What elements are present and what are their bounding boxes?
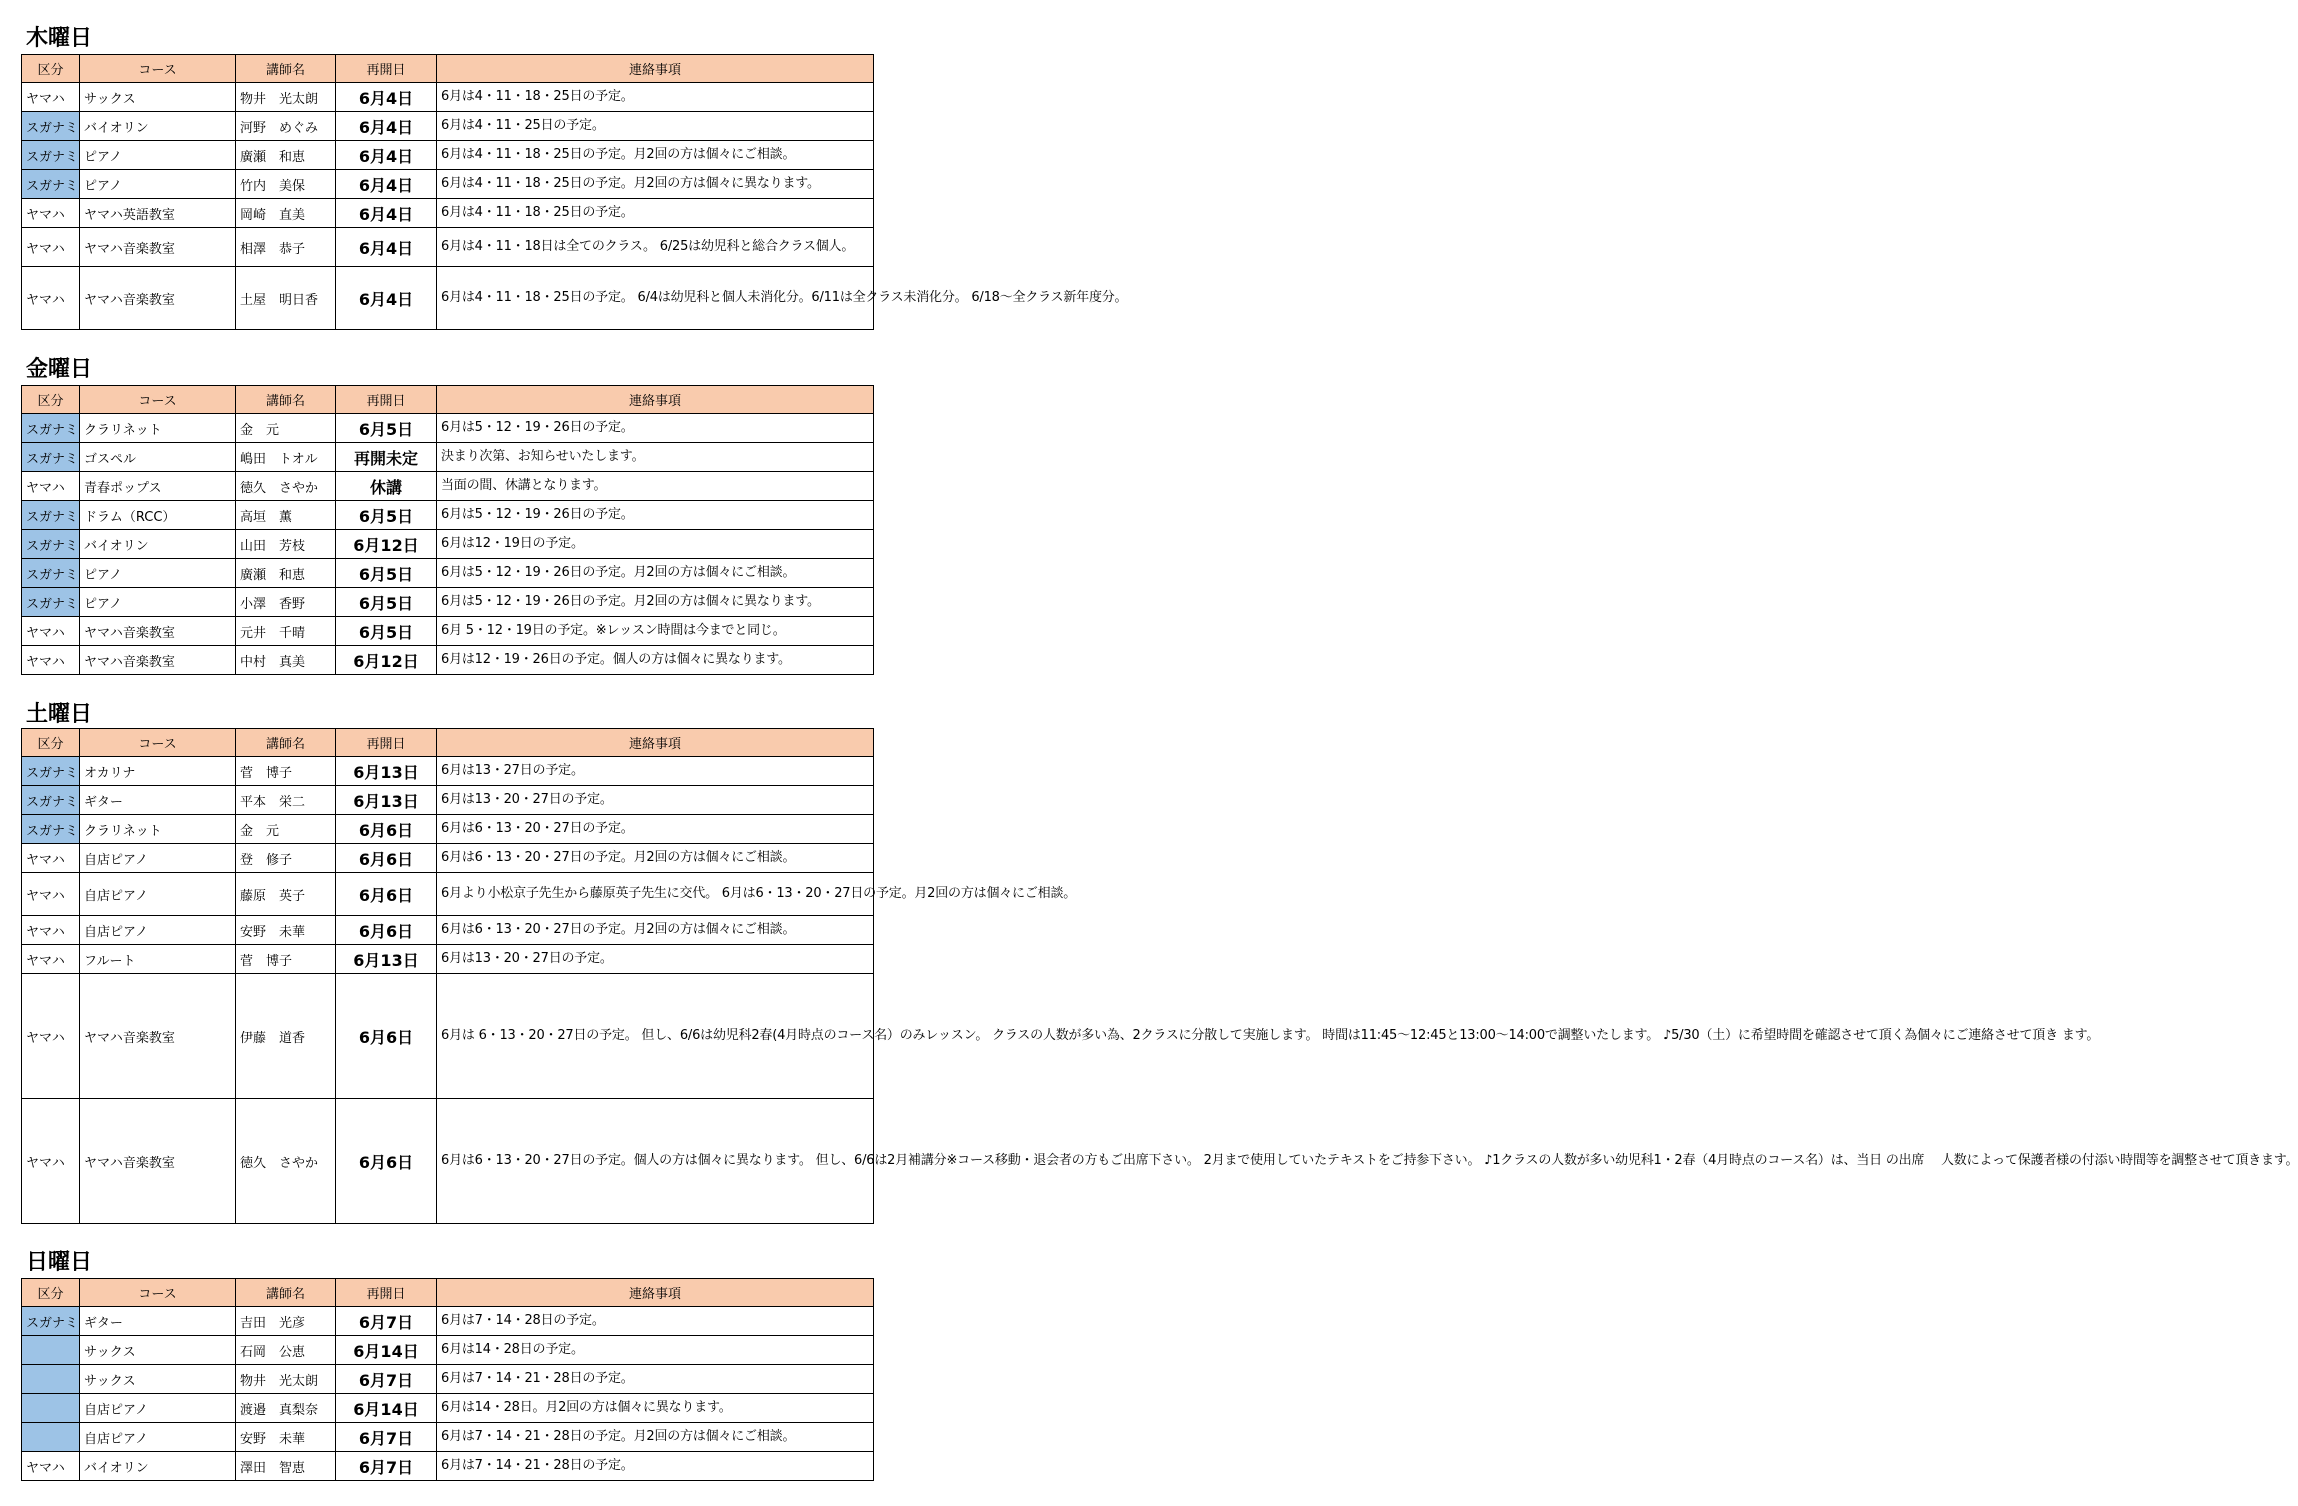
cell-teacher: 平本 栄二 (236, 786, 336, 815)
table-row (22, 199, 874, 228)
cell-teacher: 渡邉 真梨奈 (236, 1394, 336, 1423)
cell-course: ピアノ (80, 141, 236, 170)
cell-course: オカリナ (80, 757, 236, 786)
cell-notes: 6月は7・14・21・28日の予定。 (437, 1452, 874, 1481)
cell-teacher: 伊藤 道香 (236, 974, 336, 1099)
cell-date: 6月5日 (336, 559, 437, 588)
cell-course: サックス (80, 1336, 236, 1365)
cell-notes: 6月は13・27日の予定。 (437, 757, 874, 786)
cell-date: 6月6日 (336, 844, 437, 873)
schedule-table-saturday (21, 728, 2298, 1224)
cell-course: ヤマハ音楽教室 (80, 1099, 236, 1224)
cell-notes: 6月は6・13・20・27日の予定。月2回の方は個々にご相談。 (437, 844, 874, 873)
cell-date: 6月5日 (336, 617, 437, 646)
cell-date: 6月14日 (336, 1394, 437, 1423)
cell-kubun: スガナミ (22, 786, 80, 815)
cell-notes: 6月は13・20・27日の予定。 (437, 786, 874, 815)
table-row (22, 1099, 874, 1224)
table-row (22, 757, 874, 786)
cell-kubun: ヤマハ (22, 1452, 80, 1481)
cell-kubun: ヤマハ (22, 974, 80, 1099)
cell-date: 6月7日 (336, 1452, 437, 1481)
column-header-course: コース (80, 729, 236, 757)
cell-teacher: 安野 未華 (236, 916, 336, 945)
cell-teacher: 菅 博子 (236, 757, 336, 786)
cell-date: 6月13日 (336, 786, 437, 815)
cell-date: 6月4日 (336, 199, 437, 228)
cell-date: 6月6日 (336, 815, 437, 844)
cell-course: ピアノ (80, 588, 236, 617)
cell-course: ギター (80, 786, 236, 815)
cell-course: バイオリン (80, 530, 236, 559)
cell-date: 6月5日 (336, 501, 437, 530)
cell-course: 自店ピアノ (80, 916, 236, 945)
cell-notes: 決まり次第、お知らせいたします。 (437, 443, 874, 472)
cell-notes: 6月は6・13・20・27日の予定。月2回の方は個々にご相談。 (437, 916, 874, 945)
cell-notes: 6月は14・28日の予定。 (437, 1336, 874, 1365)
cell-course: ヤマハ英語教室 (80, 199, 236, 228)
cell-kubun (22, 1365, 80, 1394)
cell-kubun: ヤマハ (22, 1099, 80, 1224)
cell-teacher: 岡崎 直美 (236, 199, 336, 228)
column-header-date: 再開日 (336, 55, 437, 83)
cell-course: フルート (80, 945, 236, 974)
cell-notes: 6月は5・12・19・26日の予定。月2回の方は個々に異なります。 (437, 588, 874, 617)
header-row (22, 729, 874, 757)
cell-date: 6月12日 (336, 646, 437, 675)
table-row (22, 873, 874, 916)
cell-date: 6月4日 (336, 267, 437, 330)
cell-notes: 6月は4・11・18・25日の予定。 (437, 199, 874, 228)
cell-teacher: 河野 めぐみ (236, 112, 336, 141)
cell-kubun: ヤマハ (22, 472, 80, 501)
schedule-table-friday (21, 385, 874, 675)
table-row (22, 844, 874, 873)
cell-notes: 6月は6・13・20・27日の予定。個人の方は個々に異なります。 但し、6/6は2月補講分※コース移動・退会者の方もご出席下さい。 2月まで使用していたテキストをご持参下さい。 ♪1クラスの人数が多い幼児科1・2春（4月時点のコース名）は、当日 の出席 人数によって保護者様の付添い時間等を調整させて頂きます。 (437, 1099, 874, 1224)
cell-kubun: ヤマハ (22, 916, 80, 945)
cell-date: 休講 (336, 472, 437, 501)
table-row (22, 646, 874, 675)
cell-teacher: 高垣 薫 (236, 501, 336, 530)
table-row (22, 945, 874, 974)
cell-notes: 6月は6・13・20・27日の予定。 (437, 815, 874, 844)
table-row (22, 228, 874, 267)
cell-notes: 6月は5・12・19・26日の予定。月2回の方は個々にご相談。 (437, 559, 874, 588)
cell-date: 6月4日 (336, 228, 437, 267)
column-header-teacher: 講師名 (236, 55, 336, 83)
cell-date: 6月14日 (336, 1336, 437, 1365)
cell-teacher: 嶋田 トオル (236, 443, 336, 472)
cell-course: クラリネット (80, 414, 236, 443)
table-row (22, 1365, 874, 1394)
column-header-date: 再開日 (336, 386, 437, 414)
table-row (22, 530, 874, 559)
cell-kubun: スガナミ (22, 141, 80, 170)
cell-course: ゴスペル (80, 443, 236, 472)
cell-kubun (22, 1394, 80, 1423)
cell-date: 6月13日 (336, 945, 437, 974)
cell-kubun (22, 1423, 80, 1452)
cell-course: ヤマハ音楽教室 (80, 617, 236, 646)
cell-course: 自店ピアノ (80, 1423, 236, 1452)
cell-date: 6月4日 (336, 170, 437, 199)
cell-teacher: 山田 芳枝 (236, 530, 336, 559)
cell-kubun: スガナミ (22, 414, 80, 443)
table-row (22, 170, 874, 199)
cell-kubun: ヤマハ (22, 83, 80, 112)
cell-teacher: 徳久 さやか (236, 1099, 336, 1224)
cell-teacher: 中村 真美 (236, 646, 336, 675)
cell-kubun: スガナミ (22, 815, 80, 844)
cell-date: 6月6日 (336, 1099, 437, 1224)
column-header-notes: 連絡事項 (437, 55, 874, 83)
cell-course: ピアノ (80, 170, 236, 199)
cell-course: ドラム（RCC） (80, 501, 236, 530)
column-header-teacher: 講師名 (236, 386, 336, 414)
column-header-course: コース (80, 386, 236, 414)
cell-notes: 6月は4・11・18・25日の予定。 6/4は幼児科と個人未消化分。6/11は全クラス未消化分。 6/18～全クラス新年度分。 (437, 267, 874, 330)
table-row (22, 501, 874, 530)
section-title-friday: 金曜日 (26, 357, 93, 382)
column-header-course: コース (80, 55, 236, 83)
cell-notes: 6月は14・28日。月2回の方は個々に異なります。 (437, 1394, 874, 1423)
table-row (22, 1307, 874, 1336)
column-header-course: コース (80, 1279, 236, 1307)
cell-kubun: ヤマハ (22, 945, 80, 974)
cell-notes: 6月 5・12・19日の予定。※レッスン時間は今までと同じ。 (437, 617, 874, 646)
cell-kubun: ヤマハ (22, 646, 80, 675)
cell-notes: 6月より小松京子先生から藤原英子先生に交代。 6月は6・13・20・27日の予定。月2回の方は個々にご相談。 (437, 873, 874, 916)
cell-teacher: 吉田 光彦 (236, 1307, 336, 1336)
cell-notes: 6月は4・11・25日の予定。 (437, 112, 874, 141)
cell-notes: 6月は 6・13・20・27日の予定。 但し、6/6は幼児科2春(4月時点のコース名）のみレッスン。 クラスの人数が多い為、2クラスに分散して実施します。 時間は11:45～12:45と13:00～14:00で調整いたします。 ♪5/30（土）に希望時間を確認させて頂く為個々にご連絡させて頂き ます。 (437, 974, 874, 1099)
cell-kubun: ヤマハ (22, 199, 80, 228)
column-header-kubun: 区分 (22, 1279, 80, 1307)
cell-teacher: 石岡 公恵 (236, 1336, 336, 1365)
cell-date: 6月4日 (336, 83, 437, 112)
cell-teacher: 藤原 英子 (236, 873, 336, 916)
cell-teacher: 相澤 恭子 (236, 228, 336, 267)
table-row (22, 443, 874, 472)
table-row (22, 472, 874, 501)
column-header-date: 再開日 (336, 1279, 437, 1307)
cell-notes: 6月は4・11・18日は全てのクラス。 6/25は幼児科と総合クラス個人。 (437, 228, 874, 267)
cell-kubun: スガナミ (22, 757, 80, 786)
cell-kubun: スガナミ (22, 501, 80, 530)
cell-notes: 6月は7・14・21・28日の予定。 (437, 1365, 874, 1394)
cell-kubun: スガナミ (22, 170, 80, 199)
cell-teacher: 物井 光太朗 (236, 1365, 336, 1394)
cell-course: サックス (80, 1365, 236, 1394)
cell-kubun: スガナミ (22, 559, 80, 588)
cell-date: 6月7日 (336, 1423, 437, 1452)
cell-date: 6月4日 (336, 141, 437, 170)
column-header-kubun: 区分 (22, 386, 80, 414)
cell-notes: 6月は7・14・21・28日の予定。月2回の方は個々にご相談。 (437, 1423, 874, 1452)
cell-course: 青春ポップス (80, 472, 236, 501)
cell-date: 再開未定 (336, 443, 437, 472)
cell-teacher: 元井 千晴 (236, 617, 336, 646)
cell-kubun: スガナミ (22, 530, 80, 559)
section-title-sunday: 日曜日 (26, 1250, 93, 1275)
table-row (22, 414, 874, 443)
table-row (22, 588, 874, 617)
cell-course: ヤマハ音楽教室 (80, 646, 236, 675)
column-header-kubun: 区分 (22, 55, 80, 83)
cell-course: クラリネット (80, 815, 236, 844)
cell-teacher: 廣瀬 和恵 (236, 559, 336, 588)
table-row (22, 1452, 874, 1481)
cell-teacher: 金 元 (236, 414, 336, 443)
table-row (22, 83, 874, 112)
cell-teacher: 菅 博子 (236, 945, 336, 974)
cell-kubun: スガナミ (22, 443, 80, 472)
header-row (22, 386, 874, 414)
cell-date: 6月12日 (336, 530, 437, 559)
cell-notes: 6月は13・20・27日の予定。 (437, 945, 874, 974)
cell-teacher: 登 修子 (236, 844, 336, 873)
cell-teacher: 廣瀬 和恵 (236, 141, 336, 170)
table-row (22, 267, 874, 330)
section-title-saturday: 土曜日 (26, 702, 93, 727)
cell-kubun: スガナミ (22, 588, 80, 617)
cell-date: 6月6日 (336, 916, 437, 945)
table-row (22, 974, 874, 1099)
table-row (22, 916, 874, 945)
section-title-thursday: 木曜日 (26, 26, 93, 51)
cell-date: 6月13日 (336, 757, 437, 786)
cell-notes: 6月は12・19・26日の予定。個人の方は個々に異なります。 (437, 646, 874, 675)
cell-kubun: スガナミ (22, 1307, 80, 1336)
cell-teacher: 澤田 智恵 (236, 1452, 336, 1481)
schedule-table-sunday (21, 1278, 874, 1481)
cell-teacher: 土屋 明日香 (236, 267, 336, 330)
cell-date: 6月6日 (336, 974, 437, 1099)
cell-kubun: ヤマハ (22, 617, 80, 646)
cell-teacher: 物井 光太朗 (236, 83, 336, 112)
cell-notes: 6月は4・11・18・25日の予定。月2回の方は個々に異なります。 (437, 170, 874, 199)
cell-course: 自店ピアノ (80, 1394, 236, 1423)
cell-notes: 6月は5・12・19・26日の予定。 (437, 501, 874, 530)
table-row (22, 617, 874, 646)
cell-course: バイオリン (80, 1452, 236, 1481)
cell-notes: 6月は5・12・19・26日の予定。 (437, 414, 874, 443)
table-row (22, 1336, 874, 1365)
column-header-notes: 連絡事項 (437, 1279, 874, 1307)
table-row (22, 559, 874, 588)
cell-kubun: ヤマハ (22, 267, 80, 330)
column-header-kubun: 区分 (22, 729, 80, 757)
cell-date: 6月7日 (336, 1365, 437, 1394)
cell-course: ギター (80, 1307, 236, 1336)
cell-date: 6月7日 (336, 1307, 437, 1336)
cell-teacher: 徳久 さやか (236, 472, 336, 501)
column-header-teacher: 講師名 (236, 729, 336, 757)
table-row (22, 112, 874, 141)
cell-date: 6月5日 (336, 414, 437, 443)
table-row (22, 1394, 874, 1423)
cell-kubun: ヤマハ (22, 844, 80, 873)
cell-teacher: 金 元 (236, 815, 336, 844)
cell-course: サックス (80, 83, 236, 112)
cell-kubun: ヤマハ (22, 228, 80, 267)
cell-course: 自店ピアノ (80, 873, 236, 916)
schedule-table-thursday (21, 54, 1128, 330)
column-header-teacher: 講師名 (236, 1279, 336, 1307)
cell-date: 6月5日 (336, 588, 437, 617)
cell-course: 自店ピアノ (80, 844, 236, 873)
cell-course: ヤマハ音楽教室 (80, 228, 236, 267)
cell-course: ヤマハ音楽教室 (80, 267, 236, 330)
table-row (22, 141, 874, 170)
cell-kubun: スガナミ (22, 112, 80, 141)
cell-course: ピアノ (80, 559, 236, 588)
cell-notes: 6月は7・14・28日の予定。 (437, 1307, 874, 1336)
column-header-notes: 連絡事項 (437, 729, 874, 757)
cell-kubun (22, 1336, 80, 1365)
column-header-date: 再開日 (336, 729, 437, 757)
table-row (22, 815, 874, 844)
cell-notes: 6月は12・19日の予定。 (437, 530, 874, 559)
cell-kubun: ヤマハ (22, 873, 80, 916)
header-row (22, 1279, 874, 1307)
cell-date: 6月6日 (336, 873, 437, 916)
cell-date: 6月4日 (336, 112, 437, 141)
cell-teacher: 竹内 美保 (236, 170, 336, 199)
column-header-notes: 連絡事項 (437, 386, 874, 414)
cell-notes: 6月は4・11・18・25日の予定。月2回の方は個々にご相談。 (437, 141, 874, 170)
cell-notes: 6月は4・11・18・25日の予定。 (437, 83, 874, 112)
cell-course: バイオリン (80, 112, 236, 141)
cell-teacher: 小澤 香野 (236, 588, 336, 617)
table-row (22, 786, 874, 815)
cell-teacher: 安野 未華 (236, 1423, 336, 1452)
table-row (22, 1423, 874, 1452)
cell-notes: 当面の間、休講となります。 (437, 472, 874, 501)
header-row (22, 55, 874, 83)
cell-course: ヤマハ音楽教室 (80, 974, 236, 1099)
